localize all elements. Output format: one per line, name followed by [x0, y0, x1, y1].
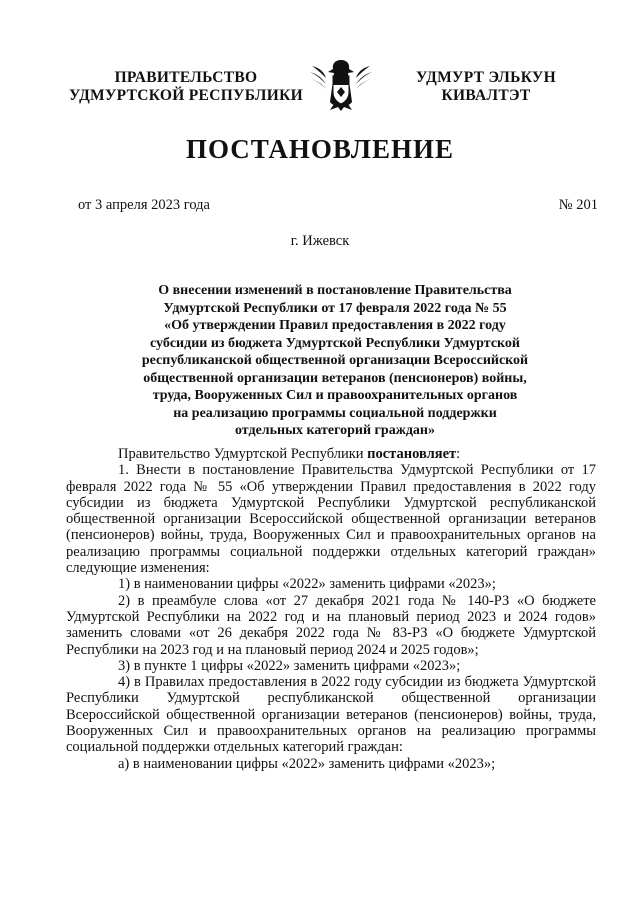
- document-subject: [120, 282, 550, 440]
- body-paragraph: 3) в пункте 1 цифры «2022» заменить цифрами «2023»;: [118, 657, 461, 674]
- subject-line: отдельных категорий граждан»: [234, 423, 435, 438]
- decree-suffix: :: [456, 446, 461, 462]
- decree-statement: [66, 446, 596, 462]
- government-name-russian: [66, 69, 306, 105]
- subject-line: субсидии из бюджета Удмуртской Республики Удмуртской: [149, 335, 520, 351]
- subject-line: «Об утверждении Правил предоставления в 2022 году: [164, 318, 506, 333]
- government-name-line-1: ПРАВИТЕЛЬСТВО: [114, 69, 258, 86]
- government-name-udmurt-line-1: УДМУРТ ЭЛЬКУН: [416, 69, 556, 86]
- subject-line: Удмуртской Республики от 17 февраля 2022 года № 55: [163, 300, 507, 316]
- government-name-udmurt: [386, 69, 586, 105]
- subject-line: труда, Вооруженных Сил и правоохранительных органов: [152, 388, 518, 403]
- decree-verb: постановляет: [367, 446, 457, 462]
- document-number: № 201: [558, 197, 598, 213]
- body-paragraph: а) в наименовании цифры «2022» заменить цифрами «2023»;: [118, 755, 496, 772]
- government-name-line-2: УДМУРТСКОЙ РЕСПУБЛИКИ: [68, 87, 303, 104]
- document-body: [66, 446, 596, 772]
- document-city: г. Ижевск: [290, 233, 350, 249]
- document-date: от 3 апреля 2023 года: [78, 197, 210, 213]
- subject-line: республиканской общественной организации Всероссийской: [141, 353, 529, 368]
- subject-line: О внесении изменений в постановление Правительства: [158, 283, 512, 298]
- subject-line: общественной организации ветеранов (пенсионеров) войны,: [143, 370, 527, 386]
- body-paragraph: 1. Внести в постановление Правительства Удмуртской Республики от 17 февраля 2022 года № 55 «Об утверждении Правил предоставления в 2022 году субсидии из бюджета Удмуртской Республики Удмуртской республиканской общественной организации Всероссийской общественной организации ветеранов (пенсионеров) войны, труда, Вооруженных Сил и правоохранительных органов на реализацию программы социальной поддержки отдельных категорий граждан» следующие изменения:: [66, 462, 596, 577]
- subject-line: на реализацию программы социальной поддержки: [173, 405, 497, 421]
- body-paragraph: 4) в Правилах предоставления в 2022 году субсидии из бюджета Удмуртской Республики Удмуртской республиканской общественной организации Всероссийской общественной организации ветеранов (пенсионеров) войны, труда, Вооруженных Сил и правоохранительных органов на реализацию программы социальной поддержки отдельных категорий граждан:: [66, 674, 596, 756]
- document-type-title: ПОСТАНОВЛЕНИЕ: [185, 134, 455, 164]
- udmurt-coat-of-arms-icon: [304, 56, 378, 112]
- body-paragraph: 1) в наименовании цифры «2022» заменить цифрами «2023»;: [118, 576, 496, 593]
- decree-prefix: Правительство Удмуртской Республики: [118, 446, 368, 462]
- government-name-udmurt-line-2: КИВАЛТЭТ: [441, 87, 531, 104]
- body-paragraph: 2) в преамбуле слова «от 27 декабря 2021 года № 140-РЗ «О бюджете Удмуртской Республики на 2022 год и на плановый период 2023 и 2024 годов» заменить словами «от 26 декабря 2022 года № 83-РЗ «О бюджете Удмуртской Республики на 2023 год и на плановый период 2024 и 2025 годов»;: [66, 592, 596, 658]
